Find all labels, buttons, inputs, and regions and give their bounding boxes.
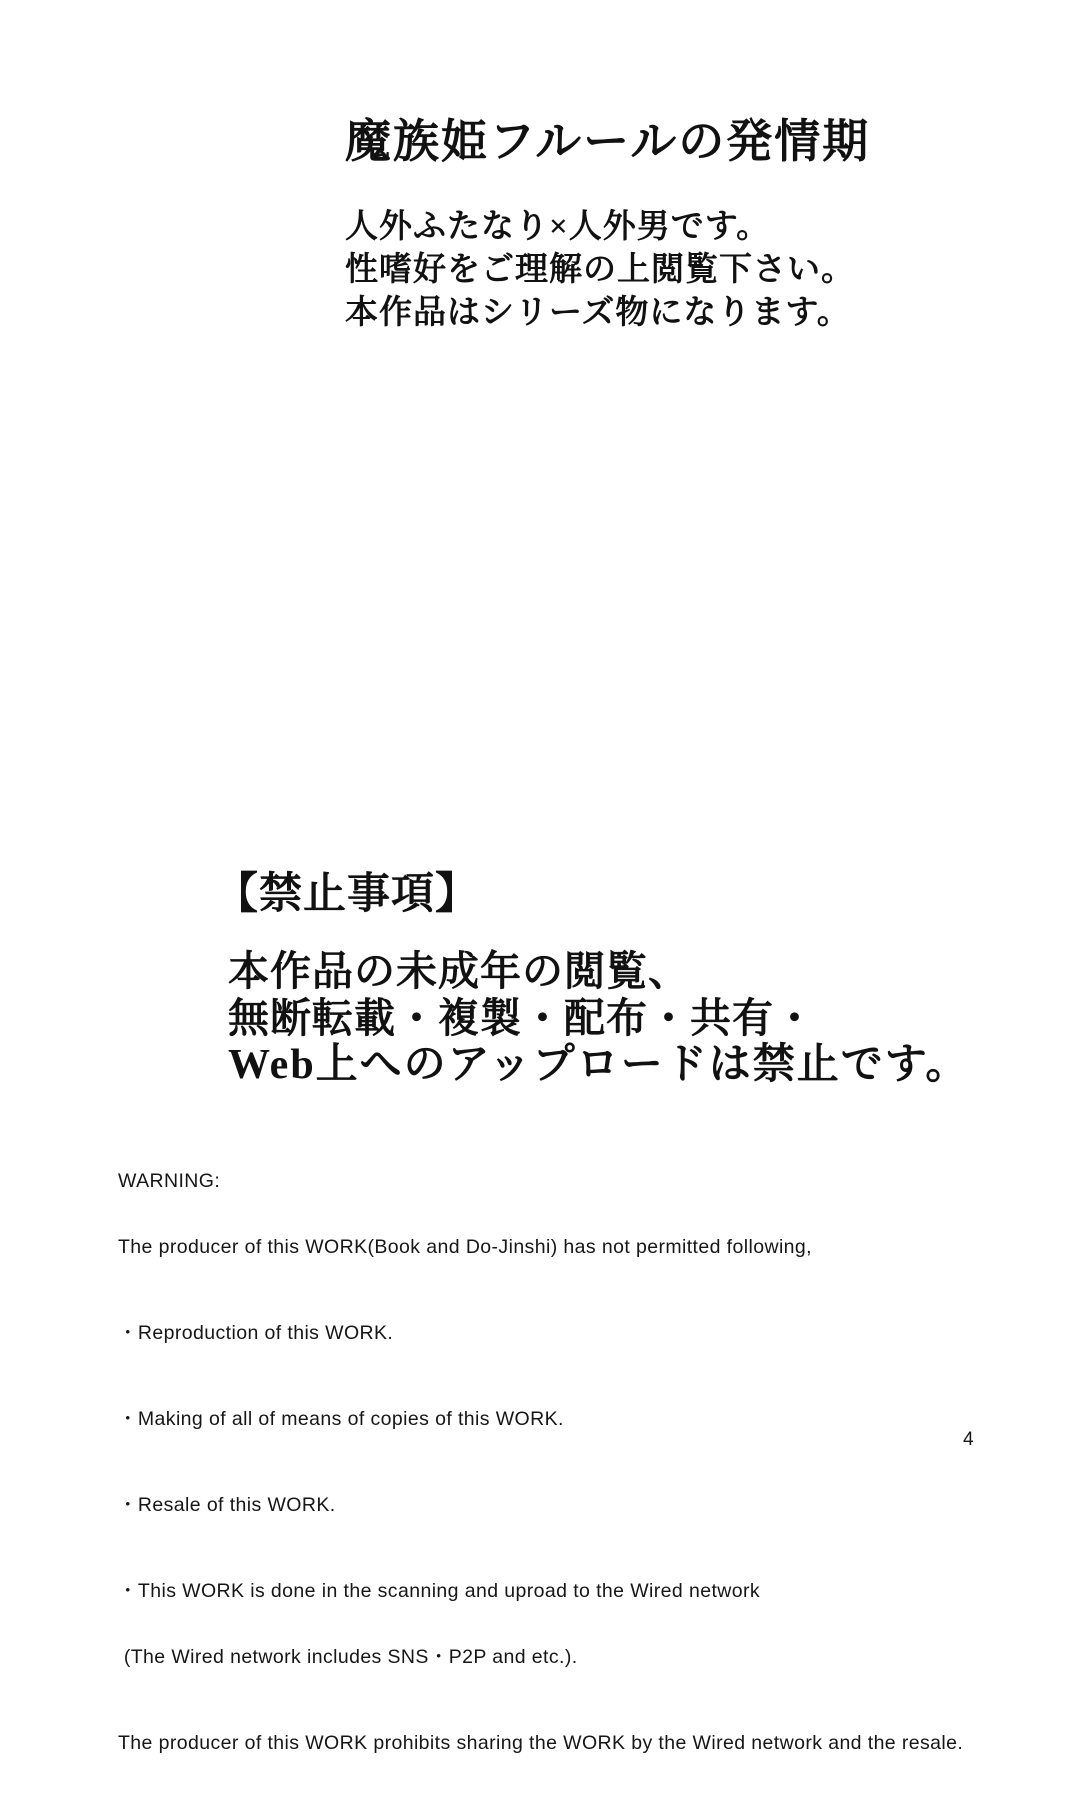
warning-bullet-upload-continuation: (The Wired network includes SNS・P2P and etc.).	[118, 1646, 578, 1668]
warning-bullet-reproduction: ・Reproduction of this WORK.	[118, 1322, 394, 1344]
warning-bullet-resale: ・Resale of this WORK.	[118, 1494, 336, 1516]
warning-bullet-copies: ・Making of all of means of copies of this WORK.	[118, 1408, 564, 1430]
prohibition-body	[228, 948, 969, 1089]
warning-bullet-upload: ・This WORK is done in the scanning and uproad to the Wired network	[118, 1580, 761, 1602]
page-number: 4	[963, 1429, 974, 1450]
page-title: 魔族姫フルールの発情期	[345, 116, 871, 167]
description-line-2: 性嗜好をご理解の上閲覧下さい。	[345, 252, 855, 288]
prohibition-line-2: 無断転載・複製・配布・共有・	[228, 995, 816, 1041]
prohibition-line-1: 本作品の未成年の閲覧、	[228, 948, 690, 994]
warning-heading: WARNING:	[118, 1170, 221, 1192]
description-block	[345, 206, 855, 335]
warning-intro: The producer of this WORK(Book and Do-Jinshi) has not permitted following,	[118, 1236, 812, 1258]
prohibition-heading: 【禁止事項】	[215, 870, 479, 918]
description-line-3: 本作品はシリーズ物になります。	[345, 295, 851, 331]
description-line-1: 人外ふたなり×人外男です。	[345, 209, 771, 245]
prohibition-line-3: Web上へのアップロードは禁止です。	[228, 1042, 970, 1088]
warning-block	[118, 1126, 963, 1798]
warning-footer: The producer of this WORK prohibits sharing the WORK by the Wired network and the resale.	[118, 1732, 964, 1754]
